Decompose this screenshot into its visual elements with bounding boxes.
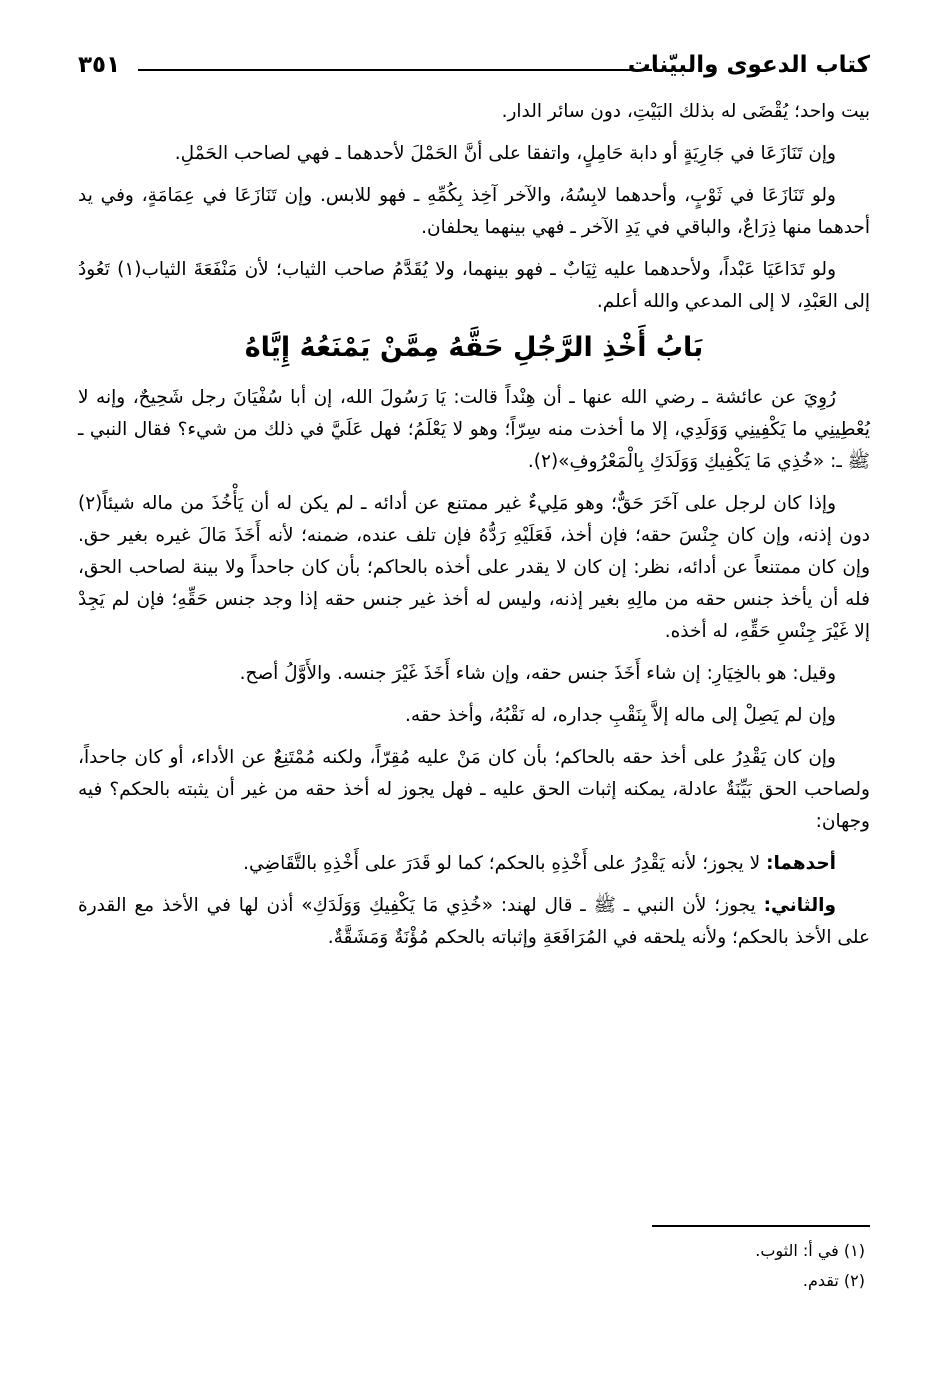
book-title: كتاب الدعوى والبيّنات [627, 52, 870, 78]
footnotes [465, 1236, 865, 1296]
paragraph: رُوِيَ عن عائشة ـ رضي الله عنها ـ أن هِنْداً قالت: يَا رَسُولَ الله، إن أبا سُفْيَانَ رجل شَحِيحٌ، وإنه لا يُعْطِينِي ما يَكْفِينِي وَوَلَدِي، إلا ما أخذت منه سِرّاً؛ وهو لا يَعْلَمُ؛ فهل عَلَيَّ في ذلك من شيء؟ فقال النبي ـ ﷺ ـ: «خُذِي مَا يَكْفِيكِ وَوَلَدَكِ بِالْمَعْرُوفِ»(٢). [78, 387, 870, 472]
page-number: ٣٥١ [78, 52, 121, 78]
paragraph: ولو تَنَازَعَا في ثَوْبٍ، وأحدهما لابِسُهُ، والآخر آخِذ بِكُمِّهِ ـ فهو للابس. وإن تَنَازَعَا في عِمَامَةٍ، وفي يد أحدهما منها ذِرَاعٌ، والباقي في يَدِ الآخر ـ فهي بينهما يحلفان. [78, 185, 870, 238]
paragraph: وإن لم يَصِلْ إلى ماله إلاَّ بِنَقْبِ جداره، له نَقْبُهُ، وأخذ حقه. [405, 705, 836, 726]
header-rule [138, 69, 652, 71]
view-two-text: يجوز؛ لأن النبي ـ ﷺ ـ قال لهند: «خُذِي مَا يَكْفِيكِ وَوَلَدَكِ» أذن لها في الأخذ مع القدرة على الأخذ بالحكم؛ ولأنه يلحقه في المُرَافَعَةِ وإثباته بالحكم مُؤْنَةٌ وَمَشَقَّةٌ. [78, 895, 870, 948]
paragraph: وقيل: هو بالخِيَارِ: إن شاء أَخَذَ جنس حقه، وإن شاء أَخَذَ غَيْرَ جنسه. والأَوَّلُ أصح. [239, 663, 836, 684]
running-header [78, 50, 870, 90]
chapter-title: بَابُ أَخْذِ الرَّجُلِ حَقَّهُ مِمَّنْ يَمْنَعُهُ إِيَّاهُ [244, 332, 704, 363]
view-two-label: والثاني: [763, 895, 836, 916]
footnote: (١) في أ: الثوب. [755, 1241, 865, 1260]
paragraph: وإذا كان لرجل على آخَرَ حَقٌّ؛ وهو مَلِيءٌ غير ممتنع عن أدائه ـ لم يكن له أن يَأْخُذَ من ماله شيئاً(٢) دون إذنه، وإن كان جِنْسَ حقه؛ فإن أخذ، فَعَلَيْهِ رَدُّهُ فإن تلف عنده، ضمنه؛ لأنه أَخَذَ مَالَ غيره بغير حق. وإن كان ممتنعاً عن أدائه، نظر: إن كان لا يقدر على أخذه بالحاكم؛ بأن كان جاحداً ولا بينة لصاحب الحق، فله أن يأخذ جنس حقه من مالِهِ بغير إذنه، وليس له أخذ غير جنس حقه إذا وجد جنس حَقِّهِ؛ فإن لم يَجِدْ إلا غَيْرَ جِنْسِ حَقِّهِ، له أخذه. [78, 493, 870, 642]
view-one [78, 848, 870, 880]
footnote-rule [652, 1225, 870, 1227]
view-one-label: أحدهما: [766, 853, 836, 874]
main-text [78, 96, 870, 964]
paragraph: ولو تَدَاعَيَا عَبْداً، ولأحدهما عليه ثِيَابٌ ـ فهو بينهما، ولا يُقَدَّمُ صاحب الثياب؛ لأن مَنْفَعَةَ الثياب(١) تَعُودُ إلى العَبْدِ، لا إلى المدعي والله أعلم. [78, 259, 870, 312]
paragraph: وإن تَنَازَعَا في جَارِيَةٍ أو دابة حَامِلٍ، واتفقا على أنَّ الحَمْلَ لأحدهما ـ فهي لصاحب الحَمْلِ. [174, 143, 836, 164]
view-two [78, 890, 870, 954]
paragraph: وإن كان يَقْدِرُ على أخذ حقه بالحاكم؛ بأن كان مَنْ عليه مُقِرّاً، ولكنه مُمْتَنِعٌ عن الأداء، أو كان جاحداً، ولصاحب الحق بَيِّنَةٌ عادلة، يمكنه إثبات الحق عليه ـ فهل يجوز له أخذ حقه من غير أن يثبته بالحكم؟ فيه وجهان: [78, 747, 870, 832]
footnote: (٢) تقدم. [802, 1271, 865, 1290]
view-one-text: لا يجوز؛ لأنه يَقْدِرُ على أَخْذِهِ بالحكم؛ كما لو قَدَرَ على أَخْذِهِ بالتَّقَاضِي. [243, 853, 761, 874]
paragraph: بيت واحد؛ يُقْضَى له بذلك البَيْتِ، دون سائر الدار. [501, 101, 870, 122]
